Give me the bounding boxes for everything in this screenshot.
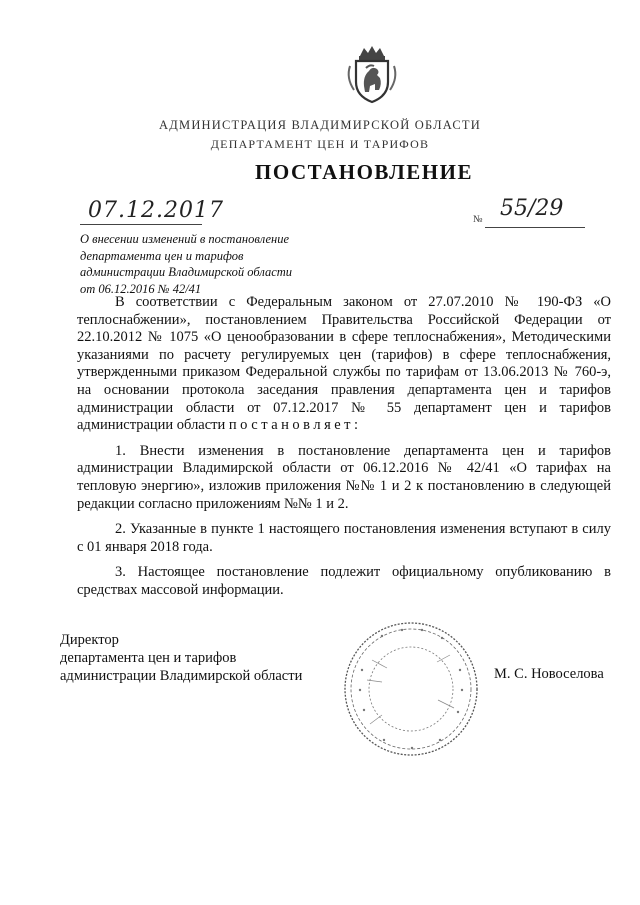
subject-line: О внесении изменений в постановление (80, 232, 290, 246)
item-1-paragraph: 1. Внести изменения в постановление департамента цен и тарифов администрации Владимирской области от 06.12.2016 № 42/41 «О тарифах на тепловую энергию», изложив приложения №№ 1 и 2 к постановлению в следующей редакции согласно приложениям №№ 1 и 2. (77, 442, 611, 512)
preamble-paragraph (77, 294, 611, 435)
resolves-word: постановляет: (228, 417, 362, 434)
department-name: ДЕПАРТАМЕНТ ЦЕН И ТАРИФОВ (210, 137, 430, 151)
subject-line: от 06.12.2016 № 42/41 (80, 281, 202, 296)
date-underline (80, 224, 202, 225)
signatory-name: М. С. Новоселова (494, 666, 604, 682)
preamble-text: В соответствии с Федеральным законом от 27.07.2010 № 190-ФЗ «О теплоснабжении», постановлением Правительства Российской Федерации от 22.10.2012 № 1075 «О ценообразовании в сфере теплоснабжения», Методическими указаниями по расчету регулируемых цен (тарифов) в сфере теплоснабжения, утвержденными приказом Федеральной службы по тарифам от 13.06.2013 № 760-э, на основании протокола заседания правления департамента цен и тарифов администрации области от 07.12.2017 № 55 департамент цен и тарифов администрации области (77, 294, 611, 434)
signatory-position: Директор (60, 632, 119, 648)
subject-line: администрации Владимирской области (80, 265, 293, 279)
coat-of-arms-emblem (344, 44, 400, 106)
handwritten-date: 07.12.2017 (88, 198, 224, 223)
number-underline (485, 227, 585, 228)
item-3-paragraph: 3. Настоящее постановление подлежит официальному опубликованию в средствах массовой информации. (77, 564, 611, 598)
document-body (77, 294, 611, 608)
signatory-title (60, 631, 302, 685)
organization-name: АДМИНИСТРАЦИЯ ВЛАДИМИРСКОЙ ОБЛАСТИ (159, 118, 481, 132)
document-subject (80, 231, 320, 297)
signatory-department: департамента цен и тарифов (60, 650, 237, 666)
item-2-paragraph: 2. Указанные в пункте 1 настоящего постановления изменения вступают в силу с 01 января 2018 года. (77, 521, 611, 555)
signatory-administration: администрации Владимирской области (60, 668, 303, 684)
document-type-title: ПОСТАНОВЛЕНИЕ (255, 160, 473, 184)
handwritten-number: 55/29 (500, 196, 564, 221)
number-sign: № (473, 214, 483, 225)
official-seal-stamp (342, 620, 480, 758)
subject-line: департамента цен и тарифов (80, 248, 244, 263)
